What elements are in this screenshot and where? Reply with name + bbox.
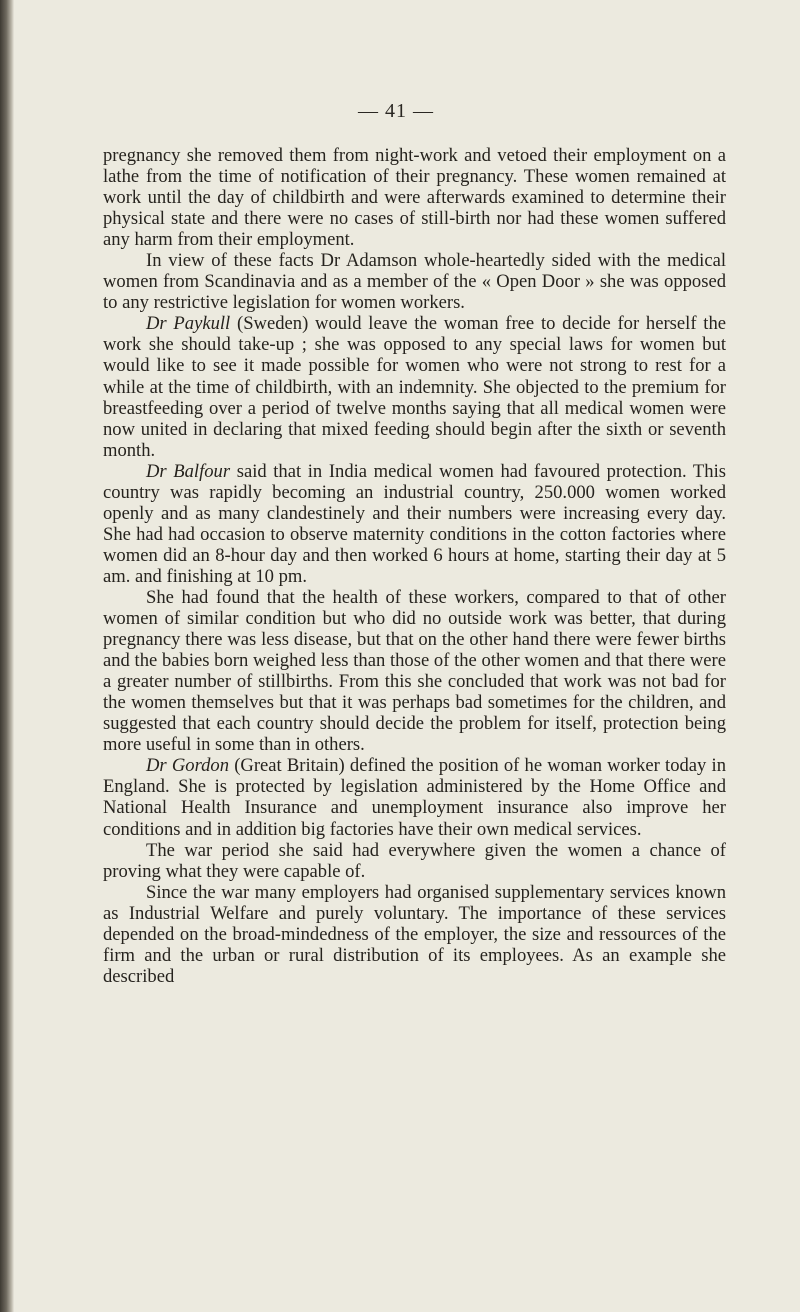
paragraph-text: pregnancy she removed them from night-work and vetoed their employment on a lathe from the time of notification of their pregnancy. These women remained at work until the day of childbirth and were afterwards examined to determine their physical state and there were no cases of still-birth nor had these women suffered any harm from their employment. [103,145,726,251]
paragraph-text: The war period she said had everywhere given the women a chance of proving what they were capable of. [103,839,726,882]
paragraph-text: (Sweden) would leave the woman free to decide for herself the work she should take-up ; she was opposed to any special laws for women but would like to see it made possible for women who were not strong to rest for a while at the time of childbirth, with an indemnity. She objected to the premium for breastfeeding over a period of twelve months saying that all medical women were now united in declaring that mixed feeding should begin after the sixth or seventh month. [103,313,726,461]
paragraph-speaker: Dr Gordon [146,755,230,777]
paragraph-text: She had found that the health of these workers, compared to that of other women of similar condition but who did no outside work was better, that during pregnancy there was less disease, but that on the other hand there were fewer births and the babies born weighed less than those of the other women and that there were a greater number of stillbirths. From this she concluded that work was not bad for the women themselves but that it was perhaps bad sometimes for the children, and suggested that each country should decide the problem for itself, protection being more useful in some than in others. [103,586,726,756]
body-text [103,145,726,987]
paragraph-speaker: Dr Balfour [146,460,231,482]
paragraph-text: said that in India medical women had favoured protection. This country was rapidly becoming an industrial country, 250.000 women worked openly and as many clandestinely and their numbers were increasing every day. She had had occasion to observe maternity conditions in the cotton factories where women did an 8-hour day and then worked 6 hours at home, starting their day at 5 am. and finishing at 10 pm. [103,460,726,587]
paragraph [103,313,726,460]
paragraph-text: In view of these facts Dr Adamson whole-heartedly sided with the medical women from Scandinavia and as a member of the « Open Door » she was opposed to any restrictive legislation for women workers. [103,250,726,314]
paragraph [103,145,726,250]
paragraph [103,587,726,755]
paragraph [103,882,726,987]
paragraph-text: Since the war many employers had organised supplementary services known as Industrial Welfare and purely voluntary. The importance of these services depended on the broad-mindedness of the employer, the size and ressources of the firm and the urban or rural distribution of its employees. As an example she described [103,881,726,987]
book-page [14,0,800,1312]
paragraph [103,250,726,313]
paragraph-speaker: Dr Paykull [146,313,231,335]
paragraph [103,461,726,587]
paragraph-text: (Great Britain) defined the position of he woman worker today in England. She is protected by legislation administered by the Home Office and National Health Insurance and unemployment insurance also improve her conditions and in addition big factories have their own medical services. [103,755,726,840]
book-binding-edge [0,0,14,1312]
page-number: — 41 — [358,100,434,122]
paragraph [103,755,726,839]
paragraph [103,840,726,882]
